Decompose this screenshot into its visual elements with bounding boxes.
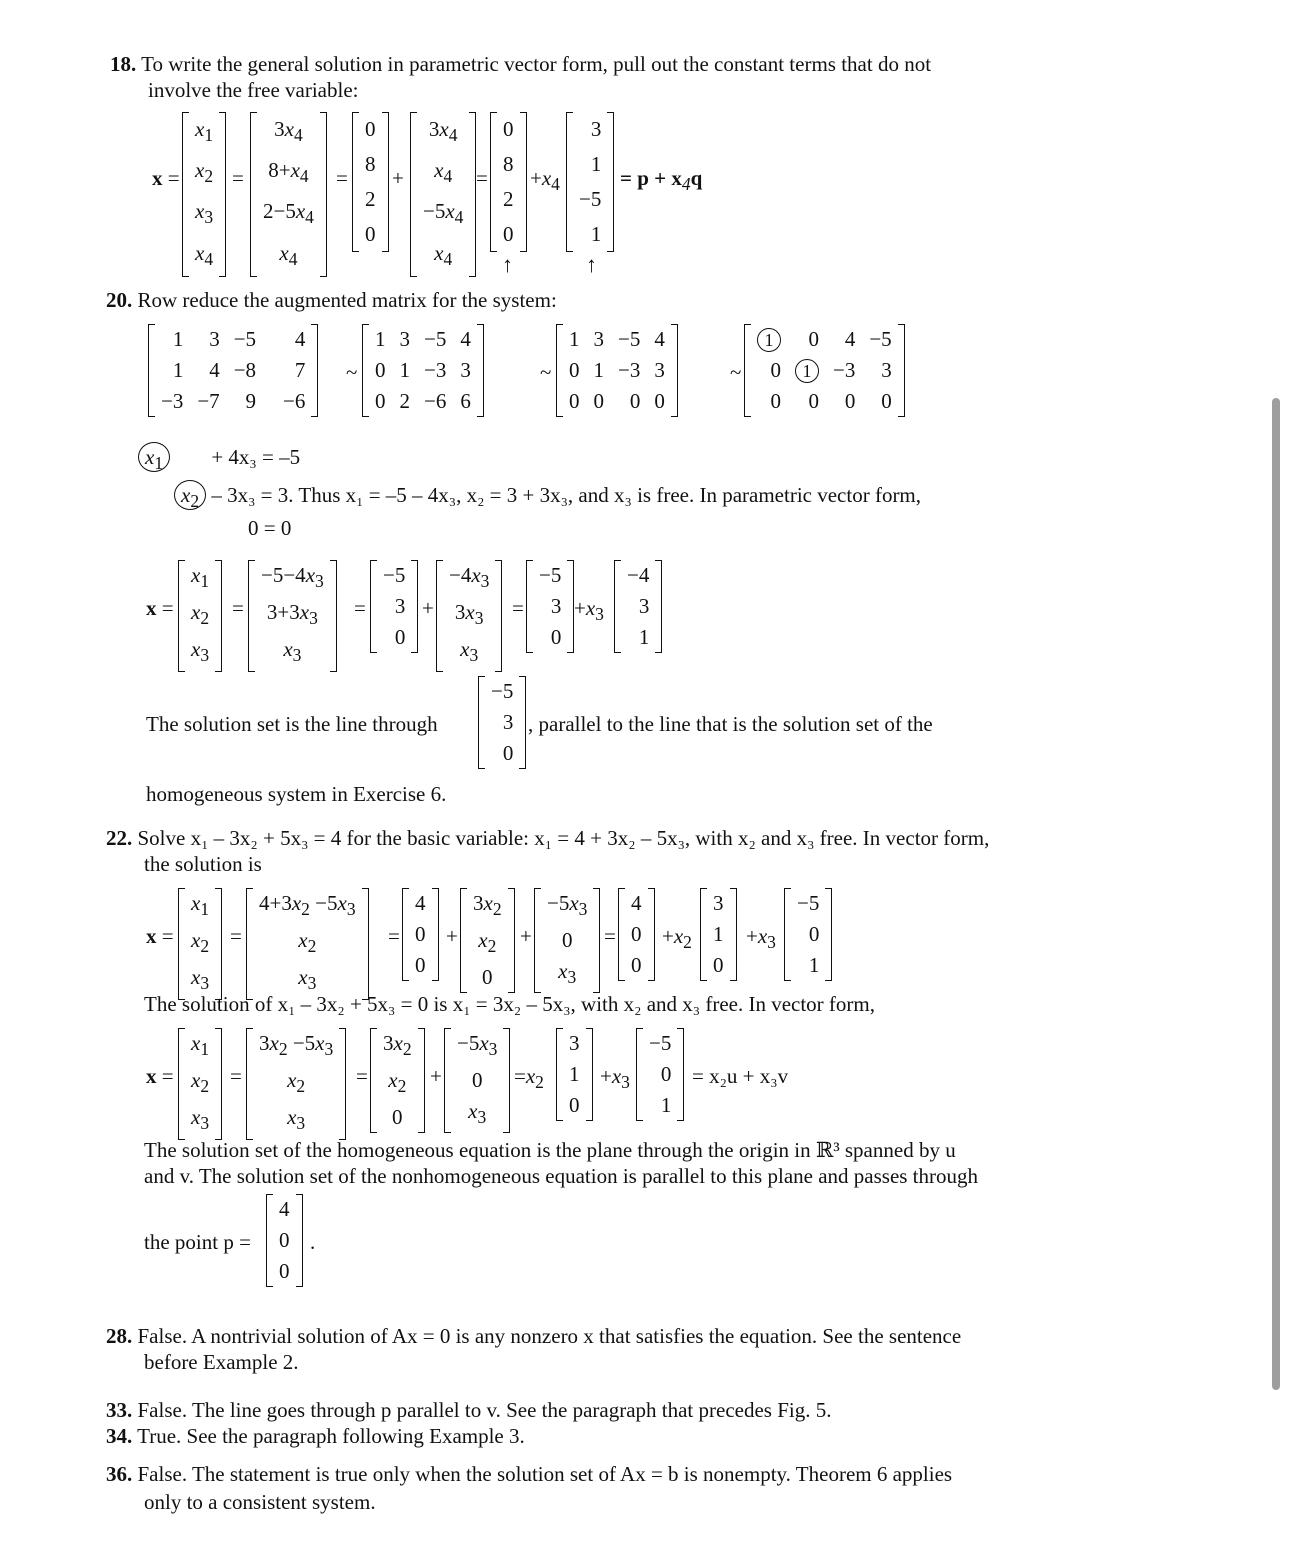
- p20-matrix-c: 1 3 −5 4 0 1 −3 3 0 0 0 0: [556, 324, 678, 417]
- p22-plus-x2: $+x_2$: [662, 924, 692, 953]
- p18-eq3: =: [476, 166, 488, 190]
- p22-eq-e: =: [356, 1064, 368, 1088]
- p20-solution-a: The solution set is the line through: [146, 712, 438, 736]
- p20-eq-a: =: [232, 596, 244, 620]
- p22-matrix-u-b: 3 1 0: [556, 1028, 593, 1121]
- p33-text1: False. The line goes through p parallel to v. See the paragraph that precedes Fig. 5.: [137, 1398, 832, 1422]
- p18-matrix-var1: $3x_4$ $x_4$ $-5x_4$ $x_4$: [410, 112, 476, 277]
- p20-eq3: 0 = 0: [248, 516, 292, 540]
- p18-result: = $p + x_4q$: [620, 166, 703, 195]
- p20-matrix-general: $-5-4x_3$ $3+3x_3$ $x_3$: [248, 560, 337, 672]
- p22-point-label: the point p =: [144, 1230, 251, 1254]
- p33-line1: [106, 1398, 831, 1423]
- tilde: ~: [540, 360, 552, 384]
- p20-plus: +: [422, 596, 434, 620]
- p20-eq1: $x_1 + 4x_3 = -5$: [138, 442, 300, 472]
- p28-text2: before Example 2.: [144, 1350, 299, 1374]
- p20-eq-b: =: [354, 596, 366, 620]
- p22-uv: = x₂u + x₃v: [692, 1064, 789, 1088]
- p22-plus3: +: [430, 1064, 442, 1088]
- p22-x-label-2: x =: [146, 1064, 174, 1088]
- p34-line1: [106, 1424, 525, 1449]
- p20-solution-c: homogeneous system in Exercise 6.: [146, 782, 447, 806]
- p20-plus-x3: $+x_3$: [574, 596, 604, 625]
- p36-text2: only to a consistent system.: [144, 1490, 376, 1514]
- p22-eq-b: =: [388, 924, 400, 948]
- p22-plus-x3: $+x_3$: [746, 924, 776, 953]
- p28-text1: False. A nontrivial solution of Ax = 0 is any nonzero x that satisfies the equation. See the sentence: [137, 1324, 962, 1348]
- p20-intro: Row reduce the augmented matrix for the system:: [137, 288, 557, 312]
- p18-matrix-general: $3x_4$ $8+x_4$ $2-5x_4$ $x_4$: [250, 112, 327, 277]
- p20-x-label: x =: [146, 596, 174, 620]
- p34-number: 34.: [106, 1424, 133, 1448]
- p22-matrix-v: −5 0 1: [784, 888, 832, 981]
- p22-eq-d: =: [230, 1064, 242, 1088]
- p22-matrix-x3-b: $-5x_3$ 0 $x_3$: [444, 1028, 510, 1133]
- p22-eq-c: =: [604, 924, 616, 948]
- p22-plus2: +: [520, 924, 532, 948]
- p36-text1: False. The statement is true only when the solution set of Ax = b is nonempty. Theorem 6 applies: [137, 1462, 953, 1486]
- p22-matrix-const: 4 0 0: [402, 888, 439, 981]
- p20-matrix-a: 1 3 −5 4 1 4 −8 7 −3 −7 9 −6: [148, 324, 318, 417]
- p20-intro-line: [106, 288, 557, 313]
- p20-matrix-b: 1 3 −5 4 0 1 −3 3 0 2 −6 6: [362, 324, 484, 417]
- p18-result-text: = p + x: [620, 166, 682, 190]
- tilde: ~: [730, 360, 742, 384]
- p20-eq2-text: . Thus x₁ = –5 – 4x₃, x₂ = 3 + 3x₃, and x₃ is free. In parametric vector form,: [288, 483, 922, 507]
- p22-matrix-x2-b: $3x_2$ $x_2$ 0: [370, 1028, 425, 1133]
- p22-matrix-x2: $3x_2$ $x_2$ 0: [460, 888, 515, 993]
- p20-matrix-rref: 1 0 4 −5 0 1 −3 3 0 0 0 0: [744, 324, 905, 417]
- p20-eq2-rhs: – 3x₃ = 3: [211, 483, 289, 507]
- p28-number: 28.: [106, 1324, 133, 1348]
- p18-result-q: q: [690, 166, 703, 190]
- p18-matrix-q: 3 1 −5 1: [566, 112, 614, 252]
- p36-line1: [106, 1462, 952, 1487]
- p22-matrix-u: 3 1 0: [700, 888, 737, 981]
- p22-eq-f: $=x_2$: [514, 1064, 544, 1093]
- p28-line1: [106, 1324, 961, 1349]
- p22-matrix-p: 4 0 0: [618, 888, 655, 981]
- p22-line1: [106, 826, 989, 851]
- p18-x-label: x =: [152, 166, 180, 190]
- p22-plane-a: The solution set of the homogeneous equation is the plane through the origin in ℝ³ spanned by u: [144, 1138, 956, 1162]
- p22-matrix-x: $x_1$ $x_2$ $x_3$: [178, 888, 222, 1000]
- p20-number: 20.: [106, 288, 133, 312]
- p18-plus1: +: [392, 166, 404, 190]
- p34-text1: True. See the paragraph following Example 3.: [137, 1424, 525, 1448]
- arrow-up-icon: ↑: [502, 252, 513, 277]
- p22-eq-a: =: [230, 924, 242, 948]
- p20-matrix-var: $-4x_3$ $3x_3$ $x_3$: [436, 560, 502, 672]
- p18-matrix-p: 0 8 2 0: [490, 112, 527, 252]
- arrow-up-icon: ↑: [586, 252, 597, 277]
- p20-eq-c: =: [512, 596, 524, 620]
- p22-plane-b: and v. The solution set of the nonhomogeneous equation is parallel to this plane and passes through: [144, 1164, 979, 1188]
- p22-matrix-point: 4 0 0: [266, 1194, 303, 1287]
- p22-x-label: x =: [146, 924, 174, 948]
- p20-matrix-const: −5 3 0: [370, 560, 418, 653]
- p36-number: 36.: [106, 1462, 133, 1486]
- p20-solution-b: , parallel to the line that is the solution set of the: [528, 712, 933, 736]
- p22-matrix-x3: $-5x_3$ 0 $x_3$: [534, 888, 600, 993]
- p20-eq1-text: + 4x₃ = –5: [211, 445, 301, 469]
- p22-plus1: +: [446, 924, 458, 948]
- p20-matrix-p: −5 3 0: [526, 560, 574, 653]
- vertical-scrollbar[interactable]: [1272, 398, 1280, 1390]
- p22-homog-text: The solution of x₁ – 3x₂ + 5x₃ = 0 is x₁ = 3x₂ – 5x₃, with x₂ and x₃ free. In vector form,: [144, 992, 875, 1016]
- p22-matrix-v-b: −5 0 1: [636, 1028, 684, 1121]
- p22-period: .: [310, 1230, 316, 1254]
- p18-plus2: $+x_4$: [530, 166, 560, 195]
- p20-matrix-x: $x_1$ $x_2$ $x_3$: [178, 560, 222, 672]
- p18-line1: [110, 52, 931, 77]
- p22-matrix-general: $4+3x_2 -5x_3$ $x_2$ $x_3$: [246, 888, 369, 1000]
- p22-matrix-x-2: $x_1$ $x_2$ $x_3$: [178, 1028, 222, 1140]
- p22-plus-x3-b: $+x_3$: [600, 1064, 630, 1093]
- p18-number: 18.: [110, 52, 137, 76]
- p20-matrix-point: −5 3 0: [478, 676, 526, 769]
- p18-matrix-x: $x_1$ $x_2$ $x_3$ $x_4$: [182, 112, 226, 277]
- p22-text1: Solve x₁ – 3x₂ + 5x₃ = 4 for the basic variable: x₁ = 4 + 3x₂ – 5x₃, with x₂ and x₃ free. In vector form,: [137, 826, 990, 850]
- p22-matrix-homog: $3x_2 -5x_3$ $x_2$ $x_3$: [246, 1028, 346, 1140]
- tilde: ~: [346, 360, 358, 384]
- p18-eq2: =: [336, 166, 348, 190]
- p18-eq1: =: [232, 166, 244, 190]
- p18-text1: To write the general solution in parametric vector form, pull out the constant terms that do not: [141, 52, 932, 76]
- p22-text2: the solution is: [144, 852, 262, 876]
- p20-eq2: $x_2 - 3x_3 = 3$. Thus x₁ = –5 – 4x₃, x₂ = 3 + 3x₃, and x₃ is free. In parametric vector form,: [174, 480, 921, 510]
- p20-matrix-v: −4 3 1: [614, 560, 662, 653]
- p18-matrix-const1: 0 8 2 0: [352, 112, 389, 252]
- p18-text2: involve the free variable:: [148, 78, 359, 102]
- p33-number: 33.: [106, 1398, 133, 1422]
- p22-number: 22.: [106, 826, 133, 850]
